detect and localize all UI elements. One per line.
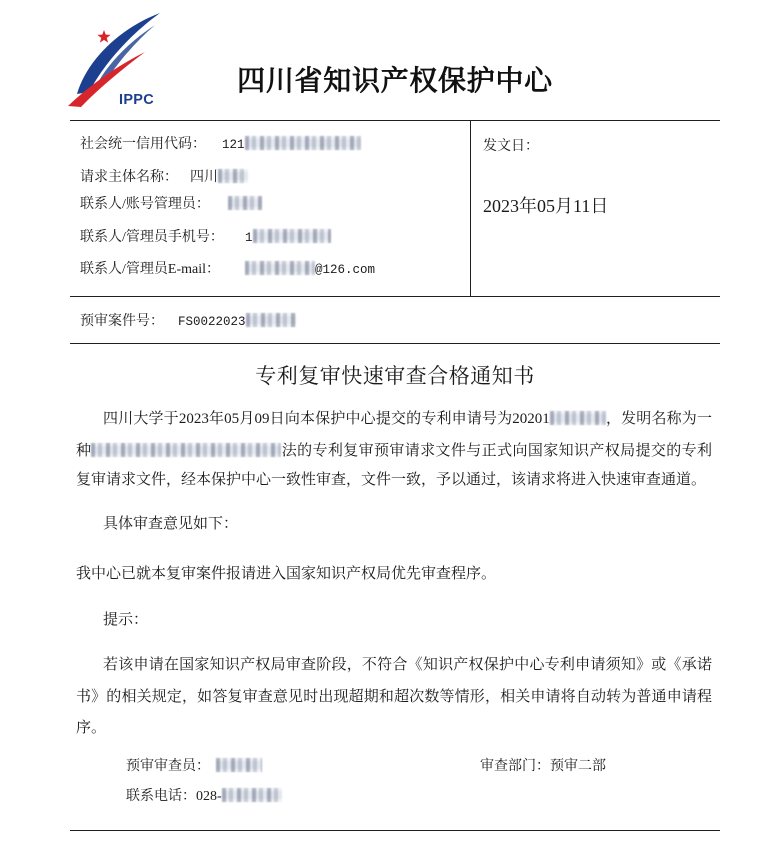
department-label: 审查部门： bbox=[480, 759, 550, 774]
header-divider bbox=[70, 120, 720, 121]
tip-heading: 提示： bbox=[103, 612, 149, 628]
admin-email-value bbox=[245, 260, 375, 280]
department-value: 预审二部 bbox=[550, 759, 606, 774]
requester-visible: 四川 bbox=[190, 170, 218, 185]
redacted-admin-email bbox=[245, 261, 315, 275]
logo-text: IPPC bbox=[119, 92, 155, 108]
redacted-invention-title bbox=[91, 443, 281, 457]
paragraph-1-line-1-before: 四川大学于2023年05月09日向本保护中心提交的专利申请号为20201 bbox=[103, 411, 550, 427]
account-admin-label: 联系人/账号管理员： bbox=[80, 197, 210, 212]
credit-code-label: 社会统一信用代码： bbox=[80, 137, 206, 152]
admin-email-suffix: @126.com bbox=[315, 263, 376, 277]
account-admin-value bbox=[228, 195, 262, 215]
case-number-visible: FS0022023 bbox=[178, 315, 246, 329]
redacted-contact-phone bbox=[222, 788, 282, 802]
opinion-text: 我中心已就本复审案件报请进入国家知识产权局优先审查程序。 bbox=[76, 566, 497, 582]
paragraph-1-line-3: 复审请求文件，经本保护中心一致性审查，文件一致，予以通过，该请求将进入快速审查通道。 bbox=[76, 472, 707, 488]
case-number-value bbox=[178, 312, 296, 332]
case-divider bbox=[70, 343, 720, 344]
tip-line-3: 序。 bbox=[76, 720, 107, 736]
notice-title: 专利复审快速审查合格通知书 bbox=[255, 364, 535, 388]
contact-phone-row bbox=[126, 787, 282, 807]
redacted-requester bbox=[218, 169, 248, 183]
opinion-heading: 具体审查意见如下： bbox=[103, 516, 239, 532]
credit-code-visible: 121 bbox=[222, 138, 245, 152]
department-row bbox=[480, 757, 606, 777]
redacted-application-number bbox=[550, 411, 606, 425]
redacted-credit-code bbox=[245, 136, 361, 150]
paragraph-1-line-2-after: 法的专利复审预审请求文件与正式向国家知识产权局提交的专利 bbox=[281, 443, 712, 459]
issue-date-label: 发文日： bbox=[483, 139, 539, 154]
redacted-admin-phone bbox=[253, 229, 331, 243]
info-divider bbox=[70, 296, 720, 297]
admin-phone-visible: 1 bbox=[245, 231, 253, 245]
credit-code-value bbox=[222, 135, 361, 155]
redacted-examiner bbox=[216, 758, 262, 772]
paragraph-1-line-1 bbox=[76, 409, 712, 429]
tip-line-1: 若该申请在国家知识产权局审查阶段，不符合《知识产权保护中心专利申请须知》或《承诺 bbox=[103, 657, 712, 673]
examiner-label: 预审审查员： bbox=[126, 759, 210, 774]
star-icon bbox=[97, 30, 110, 43]
paragraph-1-line-2-before: 种 bbox=[76, 443, 92, 459]
info-column-divider bbox=[470, 120, 471, 296]
paragraph-1-line-2 bbox=[76, 441, 712, 461]
issue-date-value: 2023年05月11日 bbox=[483, 196, 609, 216]
admin-email-label: 联系人/管理员E-mail： bbox=[80, 262, 220, 277]
admin-phone-label: 联系人/管理员手机号： bbox=[80, 230, 224, 245]
examiner-row bbox=[126, 757, 262, 777]
redacted-account-admin bbox=[228, 196, 262, 210]
redacted-case-number bbox=[246, 313, 296, 327]
paragraph-1-line-1-after: ，发明名称为一 bbox=[605, 411, 712, 427]
tip-line-2: 书》的相关规定，如答复审查意见时出现超期和超次数等情形，相关申请将自动转为普通申请程 bbox=[76, 689, 712, 705]
org-title: 四川省知识产权保护中心 bbox=[237, 65, 553, 96]
requester-value bbox=[190, 168, 248, 188]
footer-divider bbox=[70, 830, 720, 831]
requester-label: 请求主体名称： bbox=[80, 170, 178, 185]
contact-phone-label: 联系电话： bbox=[126, 789, 196, 804]
admin-phone-value bbox=[245, 228, 331, 248]
case-number-label: 预审案件号： bbox=[80, 314, 164, 329]
contact-phone-visible: 028- bbox=[196, 789, 222, 804]
